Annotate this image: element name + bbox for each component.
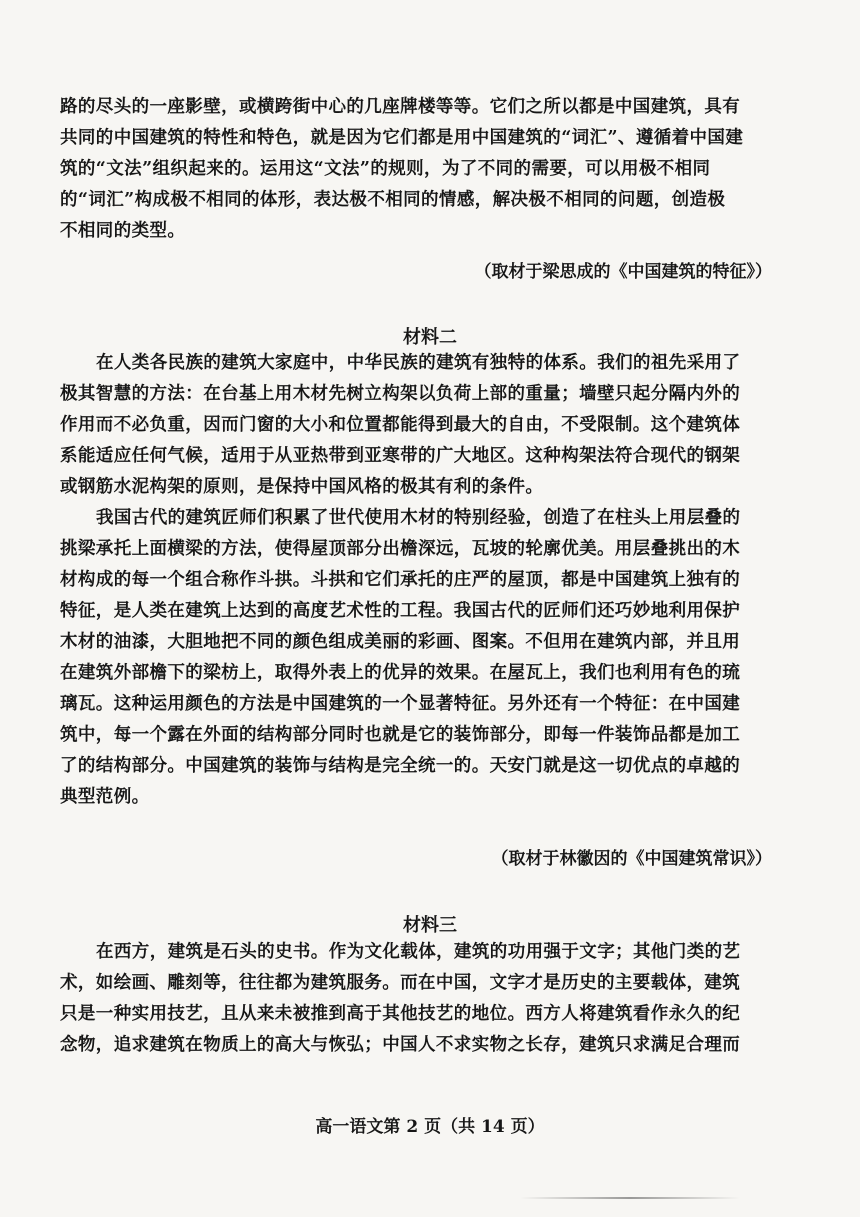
page-footer: 高一语文第 2 页（共 14 页） [315, 1117, 545, 1137]
text-line: 或钢筋水泥构架的原则，是保持中国风格的极其有利的条件。 [60, 477, 544, 497]
text-line: 我国古代的建筑匠师们积累了世代使用木材的特别经验，创造了在柱头上用层叠的 [96, 508, 741, 528]
text-line: 木材的油漆，大胆地把不同的颜色组成美丽的彩画、图案。不但用在建筑内部，并且用 [60, 632, 741, 652]
text-line: 共同的中国建筑的特性和特色，就是因为它们都是用中国建筑的“词汇”、遵循着中国建 [60, 128, 744, 148]
text-line: 典型范例。 [60, 787, 150, 807]
text-line: 在人类各民族的建筑大家庭中，中华民族的建筑有独特的体系。我们的祖先采用了 [96, 353, 741, 373]
section3-para1 [60, 937, 800, 1061]
text-line: 作用而不必负重，因而门窗的大小和位置都能得到最大的自由，不受限制。这个建筑体 [60, 415, 741, 435]
text-line: 只是一种实用技艺，且从来未被推到高于其他技艺的地位。西方人将建筑看作永久的纪 [60, 1004, 741, 1024]
section2-heading: 材料二 [403, 327, 457, 348]
text-line: 路的尽头的一座影壁，或横跨街中心的几座牌楼等等。它们之所以都是中国建筑，具有 [60, 97, 741, 117]
text-line: 璃瓦。这种运用颜色的方法是中国建筑的一个显著特征。另外还有一个特征：在中国建 [60, 694, 741, 714]
text-line: 不相同的类型。 [60, 221, 186, 241]
text-line: 在建筑外部檐下的梁枋上，取得外表上的优异的效果。在屋瓦上，我们也利用有色的琉 [60, 663, 741, 683]
scan-artifact [520, 1197, 740, 1199]
text-line: 筑中，每一个露在外面的结构部分同时也就是它的装饰部分，即每一件装饰品都是加工 [60, 725, 741, 745]
text-line: 的“词汇”构成极不相同的体形，表达极不相同的情感，解决极不相同的问题，创造极 [60, 190, 726, 210]
section2-para1 [60, 348, 800, 503]
source-citation-1: （取材于梁思成的《中国建筑的特征》） [474, 262, 772, 282]
text-line: 在西方，建筑是石头的史书。作为文化载体，建筑的功用强于文字；其他门类的艺 [96, 942, 741, 962]
text-line: 材构成的每一个组合称作斗拱。斗拱和它们承托的庄严的屋顶，都是中国建筑上独有的 [60, 570, 741, 590]
section3-heading: 材料三 [403, 915, 457, 936]
text-line: 挑梁承托上面横梁的方法，使得屋顶部分出檐深远，瓦坡的轮廓优美。用层叠挑出的木 [60, 539, 741, 559]
text-line: 念物，追求建筑在物质上的高大与恢弘；中国人不求实物之长存，建筑只求满足合理而 [60, 1035, 741, 1055]
section2-para2 [60, 503, 800, 813]
section1-text [60, 92, 800, 247]
text-line: 了的结构部分。中国建筑的装饰与结构是完全统一的。天安门就是这一切优点的卓越的 [60, 756, 741, 776]
text-line: 特征，是人类在建筑上达到的高度艺术性的工程。我国古代的匠师们还巧妙地利用保护 [60, 601, 741, 621]
text-line: 术，如绘画、雕刻等，往往都为建筑服务。而在中国，文字才是历史的主要载体，建筑 [60, 973, 741, 993]
text-line: 系能适应任何气候，适用于从亚热带到亚寒带的广大地区。这种构架法符合现代的钢架 [60, 446, 741, 466]
source-citation-2: （取材于林徽因的《中国建筑常识》） [491, 849, 772, 869]
text-line: 筑的“文法”组织起来的。运用这“文法”的规则，为了不同的需要，可以用极不相同 [60, 159, 711, 179]
text-line: 极其智慧的方法：在台基上用木材先树立构架以负荷上部的重量；墙壁只起分隔内外的 [60, 384, 741, 404]
